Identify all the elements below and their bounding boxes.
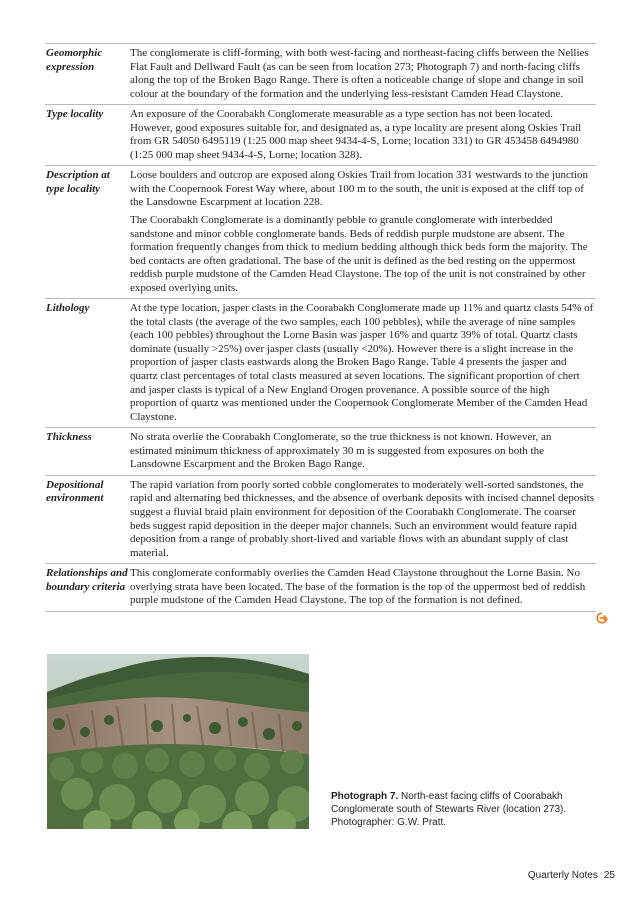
- row-body: [130, 431, 596, 472]
- cliff-photograph: [47, 654, 309, 829]
- row-body: [130, 302, 596, 424]
- photo-caption-lead: Photograph 7.: [331, 791, 399, 802]
- table-row: [45, 298, 596, 427]
- row-label: Depositional environment: [46, 478, 104, 505]
- row-label: Thickness: [46, 431, 92, 444]
- row-body: [130, 567, 596, 608]
- row-label: Description at type locality: [46, 169, 110, 195]
- row-paragraph: This conglomerate conformably overlies the Camden Head Claystone throughout the Lorne Basin. No overlying strata have been located. The base of the formation is the top of the uppermost bed of reddish purple mudstone of the Camden Head Claystone. The top of the formation is not defined.: [130, 567, 586, 607]
- row-paragraph: An exposure of the Coorabakh Conglomerate measurable as a type section has not been located. However, good exposures suitable for, and designated as, a type locality are present along Oskies Trail from GR 54050 6495119 (1:25 000 map sheet 9434-4-S, Lorne; location 331) to GR 453458 6494980 (1:25 000 map sheet 9434-4-S, Lorne; location 328).: [130, 108, 582, 161]
- row-label: Relationships and boundary criteria: [46, 567, 128, 593]
- table-row: [45, 475, 596, 563]
- page-footer: [528, 870, 615, 881]
- footer-publication: Quarterly Notes: [527, 870, 598, 881]
- row-label: Type locality: [46, 108, 104, 121]
- row-body: [130, 479, 596, 560]
- table-row: [45, 563, 596, 612]
- continue-arrow-icon: [595, 611, 609, 625]
- footer-page-number: 25: [603, 870, 615, 881]
- table-row: [45, 165, 596, 298]
- row-body: [130, 47, 596, 101]
- photo-caption: [331, 790, 596, 829]
- table-row: [45, 104, 596, 165]
- row-label: Geomorphic expression: [46, 47, 103, 73]
- row-paragraph: Loose boulders and outcrop are exposed along Oskies Trail from location 331 westwards to the junction with the Coopernook Forest Way where, about 100 m to the south, the unit is exposed at the cliff top of the Lansdowne Escarpment at location 228.: [130, 169, 588, 209]
- row-paragraph: The Coorabakh Conglomerate is a dominantly pebble to granule conglomerate with interbedded sandstone and minor cobble conglomerate bands. Beds of reddish purple mudstone are absent. The formation frequently changes from thick to medium bedding although thick beds form the majority. The bed contacts are often gradational. The base of the unit is defined as the bed resting on the uppermost reddish purple mudstone of the Camden Head Claystone. The top of the unit is not constrained by other exposed overlying units.: [130, 214, 588, 294]
- row-paragraph: The rapid variation from poorly sorted cobble conglomerates to moderately well-sorted sandstones, the rapid and alternating bed thicknesses, and the absence of overbank deposits with incised channel deposits suggest a fluvial braid plain environment for deposition of the Coorabakh Conglomerate. The coarser beds suggest rapid deposition in the deeper major channels. Such an environment would feature rapid deposition from a range of probably short-lived and variable flows with an abundant supply of clast material.: [130, 478, 595, 559]
- stratigraphy-table: [45, 43, 596, 612]
- row-label: Lithology: [46, 302, 90, 315]
- photo-caption-text: North-east facing cliffs of Coorabakh Conglomerate south of Stewarts River (location 273). Photographer: G.W. Pratt.: [331, 791, 567, 828]
- row-paragraph: No strata overlie the Coorabakh Conglomerate, so the true thickness is not known. However, an estimated minimum thickness of approximately 30 m is suggested from exposures on both the Lansdowne Escarpment and the Broken Bago Range.: [130, 431, 552, 471]
- row-body: [130, 108, 596, 162]
- row-paragraph: The conglomerate is cliff-forming, with both west-facing and northeast-facing cliffs between the Nellies Flat Fault and Dellward Fault (as can be seen from location 273; Photograph 7) and north-facing cliffs along the top of the Broken Bago Range. There is often a noticeable change of slope and change in soil colour at the boundary of the formation and the underlying less-resistant Camden Head Claystone.: [130, 47, 589, 100]
- row-paragraph: At the type location, jasper clasts in the Coorabakh Conglomerate made up 11% and quartz clasts 54% of the total clasts (the average of the two samples, each 100 pebbles), while the average of nine samples (each 100 pebbles) throughout the Lorne Basin was jasper 16% and quartz 39% of total. Quartz clasts dominate (usually >25%) over jasper clasts (usually <20%). However there is a slight increase in the proportion of jasper clasts eastwards along the Broken Bago Range. Table 4 presents the jasper and quartz clast percentages of total clasts measured at seven locations. The significant proportion of chert and jasper clasts is typical of a New England Orogen provenance. A possible source of the high proportion of quartz was mentioned under the Coopernook Conglomerate Member of the Camden Head Claystone.: [130, 302, 594, 423]
- table-row: [45, 43, 596, 104]
- row-body: [130, 169, 596, 295]
- table-row: [45, 427, 596, 475]
